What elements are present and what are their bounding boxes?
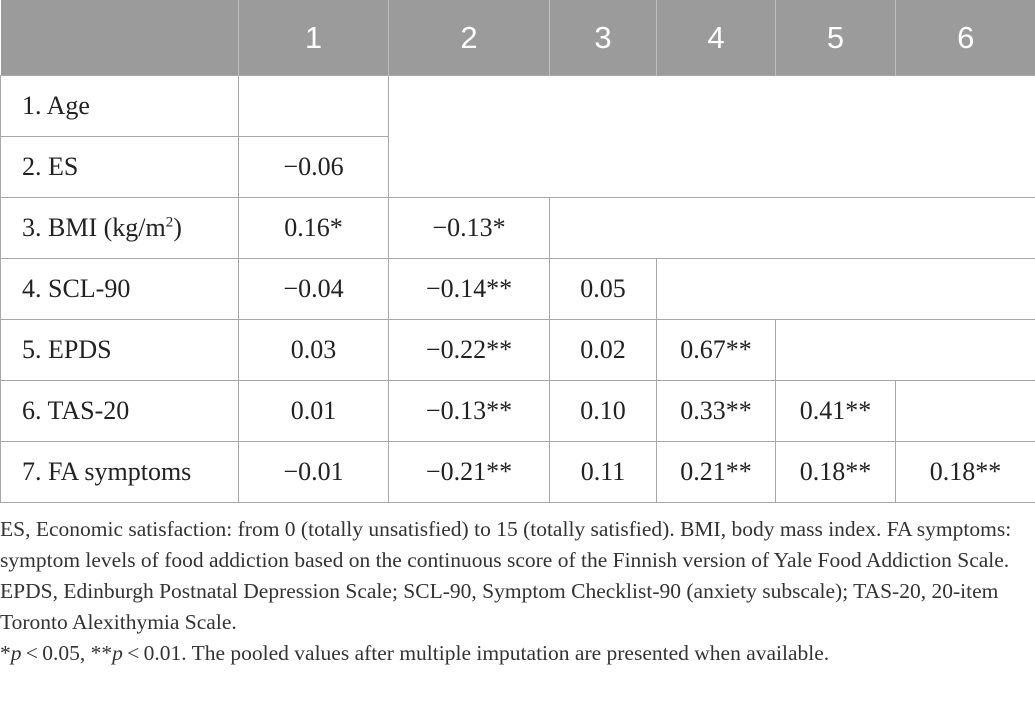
table-cell: −0.04: [239, 259, 389, 320]
header-row: [1, 0, 1035, 76]
column-header: 4: [657, 0, 776, 76]
table-cell: 0.18**: [896, 442, 1035, 503]
footnote-abbreviations: ES, Economic satisfaction: from 0 (totally unsatisfied) to 15 (totally satisfied). BMI, body mass index. FA symptoms: symptom levels of food addiction based on the continuous score of the Finnish version of Yale Food Addiction Scale. EPDS, Edinburgh Postnatal Depression Scale; SCL-90, Symptom Checklist-90 (anxiety subscale); TAS-20, 20-item Toronto Alexithymia Scale.: [0, 517, 1012, 634]
footnote-significance: [0, 638, 1035, 669]
table-cell: −0.01: [239, 442, 389, 503]
table-row: [1, 76, 1035, 137]
table-cell: −0.13*: [389, 198, 550, 259]
p-symbol: p: [10, 641, 22, 665]
header-corner: [1, 0, 239, 76]
column-header: 5: [776, 0, 896, 76]
table-cell: −0.06: [239, 137, 389, 198]
table-cell: 0.10: [550, 381, 657, 442]
table-cell: 0.03: [239, 320, 389, 381]
table-cell: −0.14**: [389, 259, 550, 320]
table-cell: 0.18**: [776, 442, 896, 503]
sig-threshold-1: < 0.05, **: [21, 641, 113, 665]
row-label-suffix: ): [173, 213, 182, 242]
table-cell: −0.13**: [389, 381, 550, 442]
table-row: [1, 320, 1035, 381]
blank-region: [776, 320, 1035, 381]
table-cell: 0.02: [550, 320, 657, 381]
blank-region: [550, 198, 1035, 259]
table-row: [1, 442, 1035, 503]
table-row: [1, 381, 1035, 442]
blank-region: [389, 137, 1035, 198]
table-cell: 0.33**: [657, 381, 776, 442]
table-cell: 0.11: [550, 442, 657, 503]
p-symbol: p: [112, 641, 123, 665]
table-cell: −0.22**: [389, 320, 550, 381]
row-label: [1, 198, 239, 259]
table-cell: 0.16*: [239, 198, 389, 259]
blank-region: [896, 381, 1035, 442]
sig-threshold-2: < 0.01. The pooled values after multiple imputation are presented when available.: [122, 641, 830, 665]
blank-region: [657, 259, 1035, 320]
row-label-superscript: 2: [165, 214, 174, 231]
empty-cell: [239, 76, 389, 137]
row-label: 5. EPDS: [1, 320, 239, 381]
table-footnote: [0, 514, 1035, 669]
table-cell: 0.67**: [657, 320, 776, 381]
table-cell: −0.21**: [389, 442, 550, 503]
blank-region: [389, 76, 1035, 137]
row-label: 2. ES: [1, 137, 239, 198]
column-header: 1: [239, 0, 389, 76]
row-label: 1. Age: [1, 76, 239, 137]
column-header: 2: [389, 0, 550, 76]
table-cell: 0.05: [550, 259, 657, 320]
row-label: 6. TAS-20: [1, 381, 239, 442]
table-row: [1, 259, 1035, 320]
column-header: 3: [550, 0, 657, 76]
sig-asterisk: *: [0, 641, 11, 665]
column-header: 6: [896, 0, 1035, 76]
table-row: [1, 198, 1035, 259]
row-label-text: 3. BMI (kg/m: [22, 213, 166, 242]
table-cell: 0.41**: [776, 381, 896, 442]
table-cell: 0.01: [239, 381, 389, 442]
row-label: 7. FA symptoms: [1, 442, 239, 503]
table-cell: 0.21**: [657, 442, 776, 503]
row-label: 4. SCL-90: [1, 259, 239, 320]
table-row: [1, 137, 1035, 198]
